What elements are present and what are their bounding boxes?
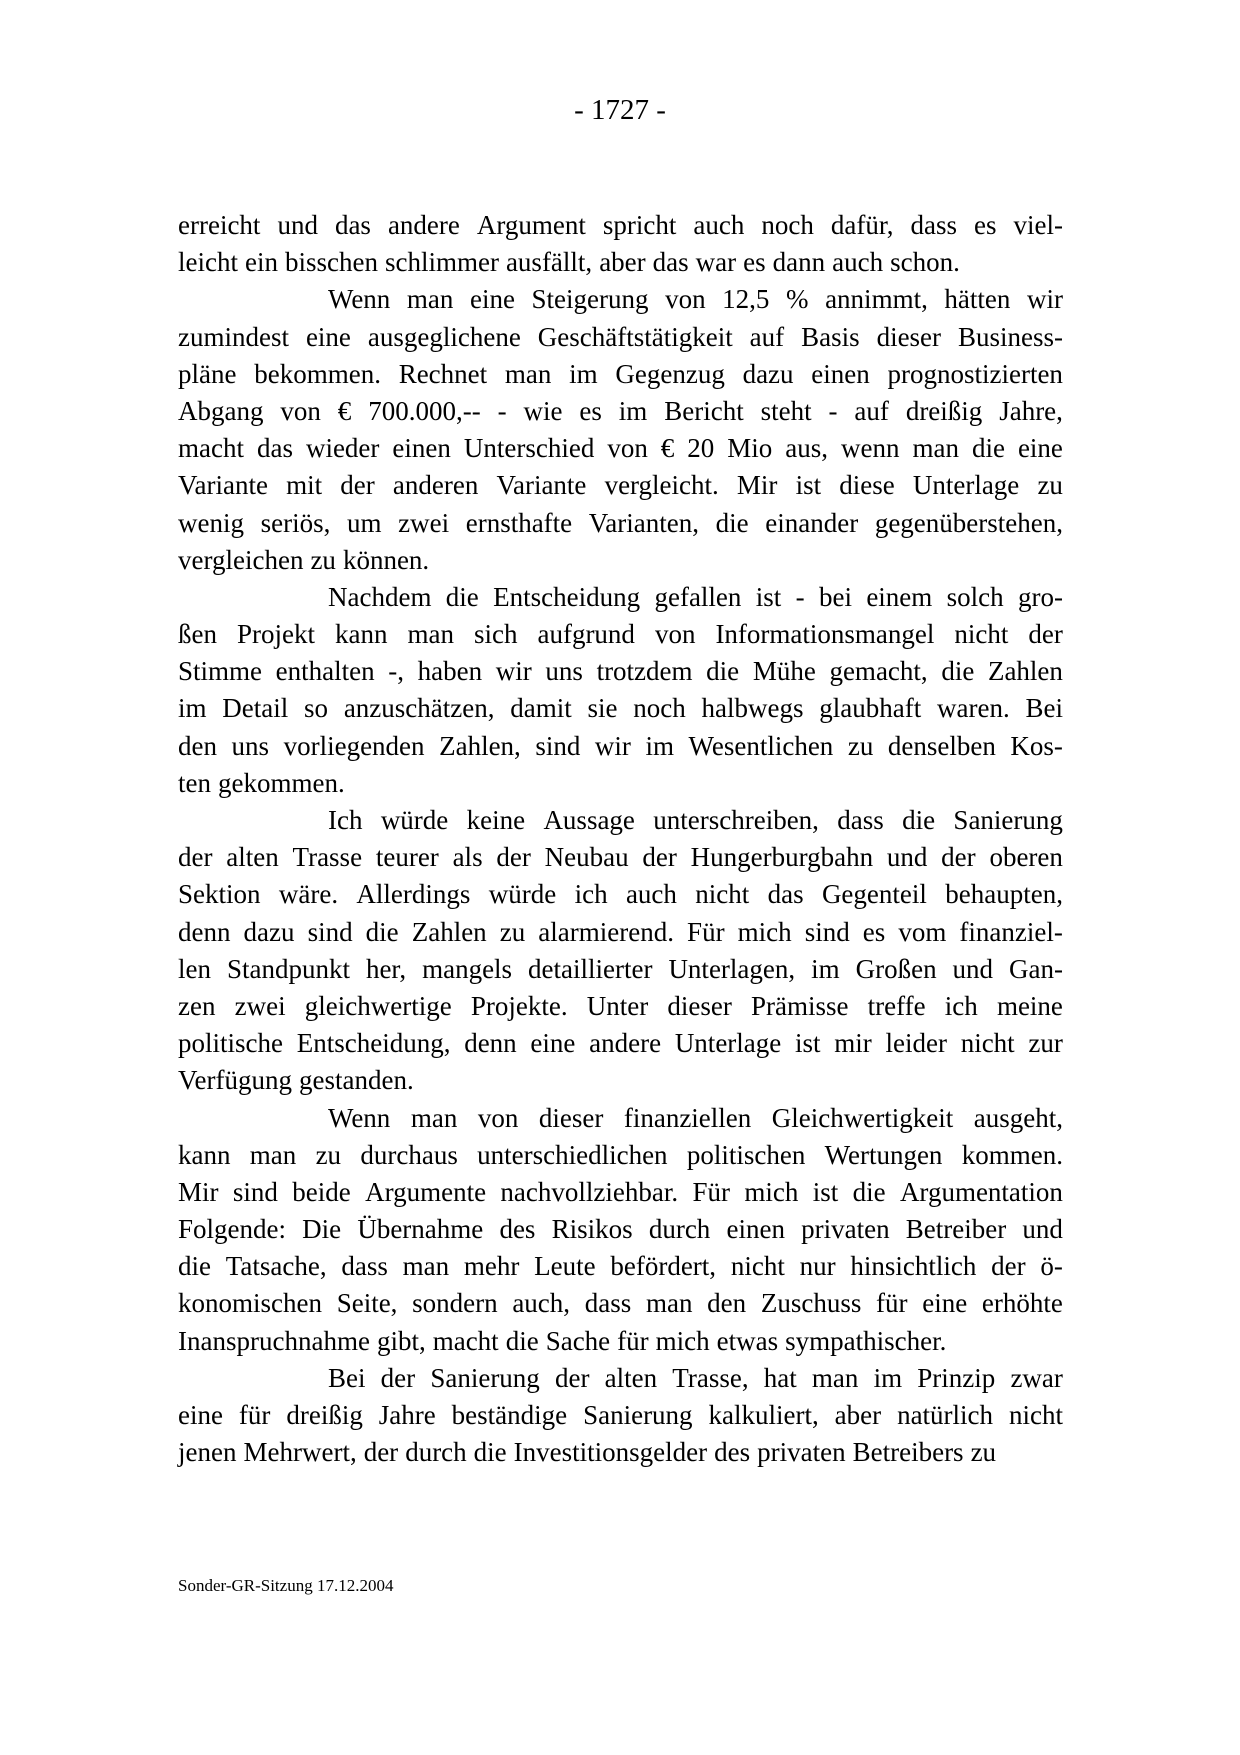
text-line: jenen Mehrwert, der durch die Investitionsgelder des privaten Betreibers zu [178,1437,997,1468]
text-line: Nachdem die Entscheidung gefallen ist - bei einem solch gro- [328,581,1063,612]
paragraph [178,802,1063,1100]
text-line: den uns vorliegenden Zahlen, sind wir im Wesentlichen zu denselben Kos- [178,730,1063,761]
text-line: len Standpunkt her, mangels detaillierter Unterlagen, im Großen und Gan- [178,953,1063,984]
text-line: macht das wieder einen Unterschied von € 20 Mio aus, wenn man die eine [178,433,1063,464]
text-line: Ich würde keine Aussage unterschreiben, dass die Sanierung [328,805,1063,835]
text-line: Abgang von € 700.000,-- - wie es im Bericht steht - auf dreißig Jahre, [178,395,1063,426]
text-line: Folgende: Die Übernahme des Risikos durch einen privaten Betreiber und [178,1214,1063,1245]
text-line: eine für dreißig Jahre beständige Sanierung kalkuliert, aber natürlich nicht [178,1400,1063,1430]
text-line: Variante mit der anderen Variante vergleicht. Mir ist diese Unterlage zu [178,470,1063,501]
text-line: vergleichen zu können. [178,544,430,575]
paragraph [178,1360,1063,1472]
text-line: wenig seriös, um zwei ernsthafte Varianten, die einander gegenüberstehen, [178,507,1063,538]
text-line: leicht ein bisschen schlimmer ausfällt, aber das war es dann auch schon. [178,247,960,278]
text-line: politische Entscheidung, denn eine andere Unterlage ist mir leider nicht zur [178,1028,1063,1059]
text-line: Sektion wäre. Allerdings würde ich auch nicht das Gegenteil behaupten, [178,879,1063,910]
footer-session-label: Sonder-GR-Sitzung 17.12.2004 [178,1576,394,1595]
text-line: ten gekommen. [178,767,345,798]
text-line: pläne bekommen. Rechnet man im Gegenzug dazu einen prognostizierten [178,358,1063,389]
paragraph [178,207,1063,281]
paragraph [178,579,1063,802]
text-line: die Tatsache, dass man mehr Leute befördert, nicht nur hinsichtlich der ö- [178,1251,1063,1282]
text-line: zumindest eine ausgeglichene Geschäftstätigkeit auf Basis dieser Business- [178,321,1063,352]
text-line: im Detail so anzuschätzen, damit sie noch halbwegs glaubhaft waren. Bei [178,693,1063,724]
text-line: Wenn man eine Steigerung von 12,5 % annimmt, hätten wir [328,284,1063,315]
page-number: - 1727 - [574,94,666,126]
text-line: erreicht und das andere Argument spricht auch noch dafür, dass es viel- [178,210,1063,240]
text-line: Verfügung gestanden. [178,1065,414,1096]
text-line: zen zwei gleichwertige Projekte. Unter dieser Prämisse treffe ich meine [178,990,1063,1021]
text-line: konomischen Seite, sondern auch, dass man den Zuschuss für eine erhöhte [178,1288,1063,1319]
text-line: Mir sind beide Argumente nachvollziehbar. Für mich ist die Argumentation [178,1176,1063,1207]
paragraph [178,281,1063,579]
body-text [178,207,1063,1471]
text-line: kann man zu durchaus unterschiedlichen politischen Wertungen kommen. [178,1139,1063,1170]
text-line: ßen Projekt kann man sich aufgrund von Informationsmangel nicht der [178,619,1063,650]
text-line: Inanspruchnahme gibt, macht die Sache für mich etwas sympathischer. [178,1325,947,1356]
text-line: der alten Trasse teurer als der Neubau der Hungerburgbahn und der oberen [178,842,1063,873]
text-line: Wenn man von dieser finanziellen Gleichwertigkeit ausgeht, [328,1102,1063,1133]
text-line: Bei der Sanierung der alten Trasse, hat man im Prinzip zwar [328,1362,1063,1393]
text-line: denn dazu sind die Zahlen zu alarmierend. Für mich sind es vom finanziel- [178,916,1063,947]
paragraph [178,1100,1063,1360]
text-line: Stimme enthalten -, haben wir uns trotzdem die Mühe gemacht, die Zahlen [178,656,1063,687]
